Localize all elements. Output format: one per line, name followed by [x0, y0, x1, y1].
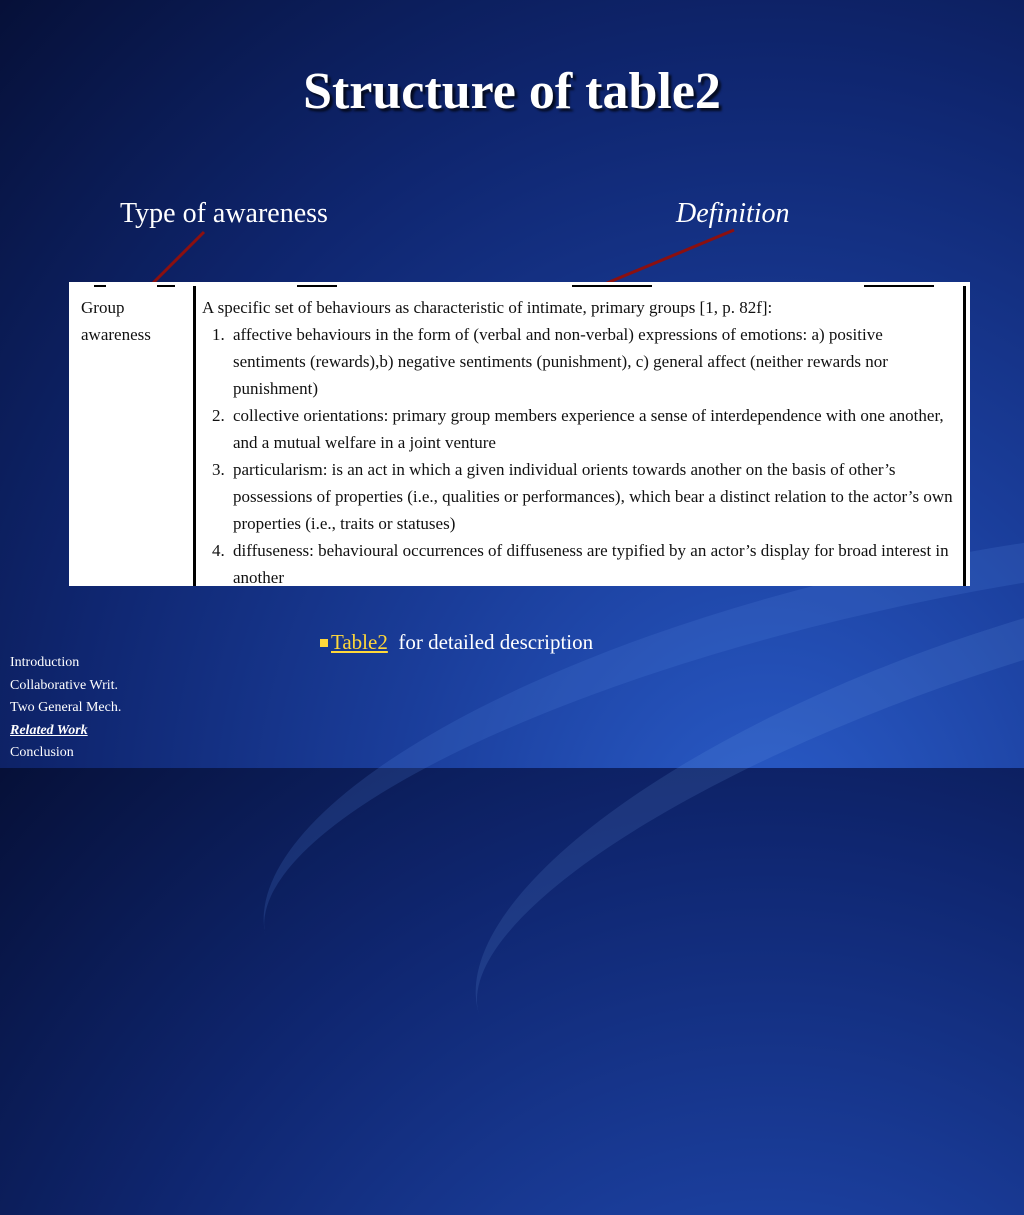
- definition-label: Definition: [676, 198, 790, 229]
- definition-list: [202, 321, 958, 586]
- slide-title: Structure of table2: [303, 63, 721, 120]
- footnote-text: for detailed description: [398, 630, 594, 654]
- table-right-border: [963, 286, 966, 586]
- definition-item: 2. collective orientations: primary group members experience a sense of interdependence with one another, and a mutual welfare in a joint venture: [229, 402, 958, 456]
- awareness-type-cell: Group awareness: [81, 298, 151, 344]
- table2-link[interactable]: Table2: [331, 630, 388, 654]
- definition-item: 1. affective behaviours in the form of (verbal and non-verbal) expressions of emotions: a) positive sentiments (rewards),b) negative sentiments (punishment), c) general affect (neither rewards nor punishment): [229, 321, 958, 402]
- table-excerpt: [69, 282, 970, 586]
- nav-item-two-general-mech[interactable]: Two General Mech.: [10, 700, 122, 715]
- nav-item-conclusion[interactable]: Conclusion: [10, 745, 74, 760]
- nav-item-introduction[interactable]: Introduction: [10, 655, 80, 670]
- definition-item: 4. diffuseness: behavioural occurrences of diffuseness are typified by an actor’s display for broad interest in another: [229, 537, 958, 586]
- table-rule: [157, 285, 175, 287]
- definition-item: 3. particularism: is an act in which a given individual orients towards another on the basis of other’s possessions of properties (i.e., qualities or performances), which bear a distinct relation to the actor’s own properties (i.e., traits or statuses): [229, 456, 958, 537]
- type-of-awareness-label: Type of awareness: [120, 198, 328, 229]
- table-rule: [297, 285, 337, 287]
- table-rule: [572, 285, 652, 287]
- table-rule: [864, 285, 934, 287]
- square-bullet-icon: [320, 639, 328, 647]
- definition-cell: [202, 294, 958, 586]
- nav-item-related-work[interactable]: Related Work: [10, 722, 88, 738]
- definition-lead: A specific set of behaviours as characteristic of intimate, primary groups [1, p. 82f]:: [202, 298, 773, 317]
- column-divider: [193, 286, 196, 586]
- nav-item-collaborative-writ[interactable]: Collaborative Writ.: [10, 677, 119, 693]
- table-rule: [94, 285, 106, 287]
- footnote: [320, 630, 593, 655]
- section-nav: [10, 652, 121, 765]
